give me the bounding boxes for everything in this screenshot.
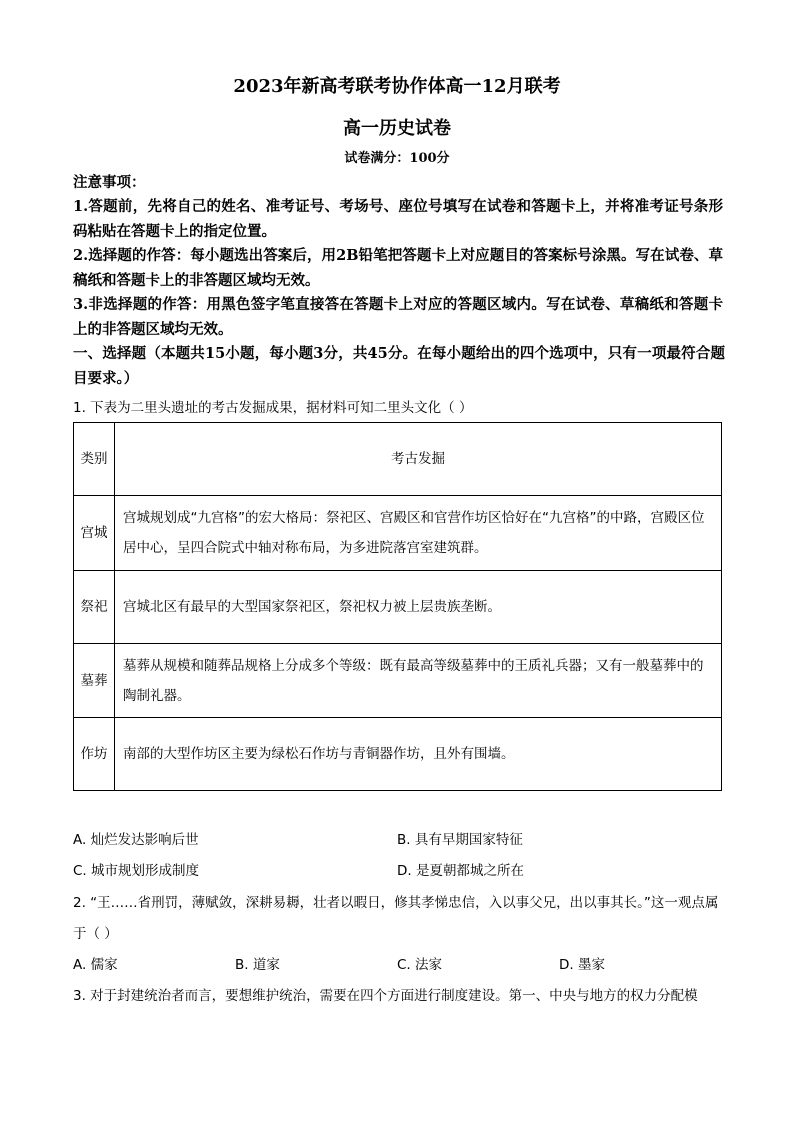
table-row <box>74 571 722 644</box>
q1-option-c: C. 城市规划形成制度 <box>73 863 200 879</box>
question-2-stem: 2. “王……省刑罚，薄赋敛，深耕易耨，壮者以暇日，修其孝悌忠信，入以事父兄，出以事其长。”这一观点属于（ ） <box>73 895 719 942</box>
table-row <box>74 496 722 571</box>
q1-option-a: A. 灿烂发达影响后世 <box>73 832 199 848</box>
q2-option-d: D. 墨家 <box>559 957 605 973</box>
table-row-category: 墓葬 <box>74 644 115 718</box>
table-row-category: 宫城 <box>74 496 115 571</box>
exam-title: 2023年新高考联考协作体高一12月联考 <box>233 76 561 97</box>
table-row <box>74 644 722 718</box>
table-row-category: 作坊 <box>74 718 115 791</box>
table-row-content: 宫城北区有最早的大型国家祭祀区，祭祀权力被上层贵族垄断。 <box>115 571 722 644</box>
table-header-category: 类别 <box>74 423 115 496</box>
table-row <box>74 718 722 791</box>
q1-option-d: D. 是夏朝都城之所在 <box>397 863 524 879</box>
question-1-stem: 1. 下表为二里头遗址的考古发掘成果，据材料可知二里头文化（ ） <box>73 400 473 416</box>
full-score: 试卷满分：100分 <box>344 151 450 166</box>
q2-option-a: A. 儒家 <box>73 957 118 973</box>
table-row-content: 墓葬从规模和随葬品规格上分成多个等级：既有最高等级墓葬中的王质礼兵器；又有一般墓葬中的陶制礼器。 <box>115 644 722 718</box>
table-header-findings: 考古发掘 <box>115 423 722 496</box>
notice-item-3: 3.非选择题的作答：用黑色签字笔直接答在答题卡上对应的答题区域内。写在试卷、草稿纸和答题卡上的非答题区域均无效。 <box>73 296 723 338</box>
table-row-content: 宫城规划成“九宫格”的宏大格局：祭祀区、宫殿区和官营作坊区恰好在“九宫格”的中路，宫殿区位居中心，呈四合院式中轴对称布局，为多进院落宫室建筑群。 <box>115 496 722 571</box>
q2-option-b: B. 道家 <box>235 957 280 973</box>
q1-option-b: B. 具有早期国家特征 <box>397 832 523 848</box>
q2-option-c: C. 法家 <box>397 957 443 973</box>
question-3-stem: 3. 对于封建统治者而言，要想维护统治，需要在四个方面进行制度建设。第一、中央与地方的权力分配模 <box>73 988 698 1004</box>
table-row-category: 祭祀 <box>74 571 115 644</box>
notice-item-1: 1.答题前，先将自己的姓名、准考证号、考场号、座位号填写在试卷和答题卡上，并将准考证号条形码粘贴在答题卡上的指定位置。 <box>73 198 723 240</box>
archaeology-table <box>73 422 722 791</box>
notice-item-2: 2.选择题的作答：每小题选出答案后，用2B铅笔把答题卡上对应题目的答案标号涂黑。写在试卷、草稿纸和答题卡上的非答题区域均无效。 <box>73 247 723 289</box>
section-heading: 一、选择题（本题共15小题，每小题3分，共45分。在每小题给出的四个选项中，只有一项最符合题目要求。） <box>73 345 725 387</box>
table-row-content: 南部的大型作坊区主要为绿松石作坊与青铜器作坊，且外有围墙。 <box>115 718 722 791</box>
notice-heading: 注意事项： <box>73 174 146 191</box>
table-header-row <box>74 423 722 496</box>
paper-title: 高一历史试卷 <box>343 118 451 139</box>
